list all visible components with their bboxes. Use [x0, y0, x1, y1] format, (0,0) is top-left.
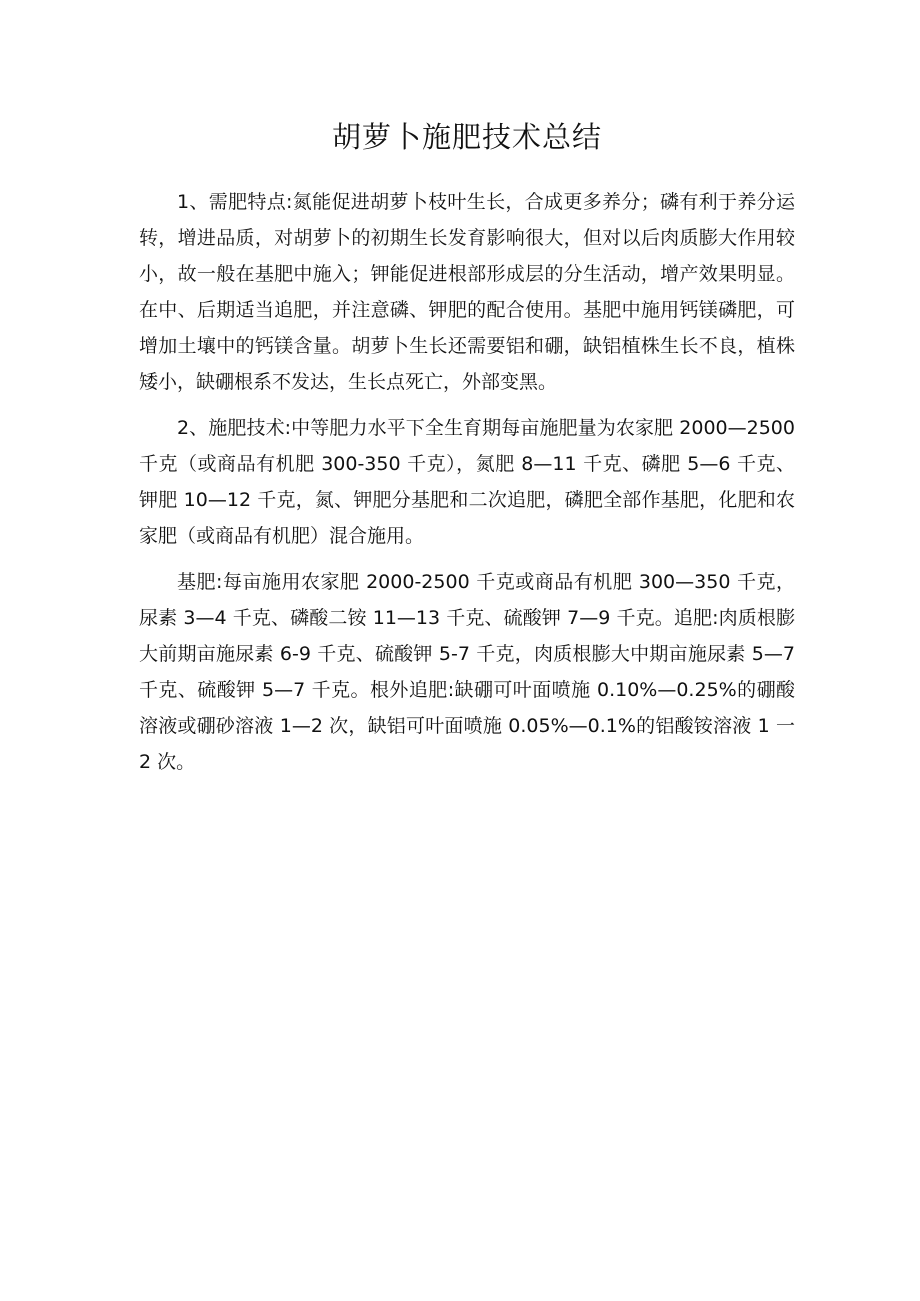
paragraph-fertilization-technique: 2、施肥技术:中等肥力水平下全生育期每亩施肥量为农家肥 2000—2500 千克（或商品有机肥 300-350 千克），氮肥 8—11 千克、磷肥 5—6 千克、钾肥 10—12 千克，氮、钾肥分基肥和二次追肥，磷肥全部作基肥，化肥和农家肥（或商品有机肥）混合施用。: [139, 417, 795, 547]
paragraph-base-and-topdressing: 基肥:每亩施用农家肥 2000-2500 千克或商品有机肥 300—350 千克，尿素 3—4 千克、磷酸二铵 11—13 千克、硫酸钾 7—9 千克。追肥:肉质根膨大前期亩施尿素 6-9 千克、硫酸钾 5-7 千克，肉质根膨大中期亩施尿素 5—7 千克、硫酸钾 5—7 千克。根外追肥:缺硼可叶面喷施 0.10%—0.25%的硼酸溶液或硼砂溶液 1—2 次，缺铝可叶面喷施 0.05%—0.1%的铝酸铵溶液 1 一 2 次。: [139, 571, 795, 773]
paragraph-fertilizer-needs: 1、需肥特点:氮能促进胡萝卜枝叶生长，合成更多养分；磷有利于养分运转，增进品质，对胡萝卜的初期生长发育影响很大，但对以后肉质膨大作用较小，故一般在基肥中施入；钾能促进根部形成层的分生活动，增产效果明显。在中、后期适当追肥，并注意磷、钾肥的配合使用。基肥中施用钙镁磷肥，可增加土壤中的钙镁含量。胡萝卜生长还需要铝和硼，缺铝植株生长不良，植株矮小，缺硼根系不发达，生长点死亡，外部变黑。: [139, 191, 795, 393]
document-body: [139, 112, 795, 790]
document-title: 胡萝卜施肥技术总结: [331, 120, 602, 154]
